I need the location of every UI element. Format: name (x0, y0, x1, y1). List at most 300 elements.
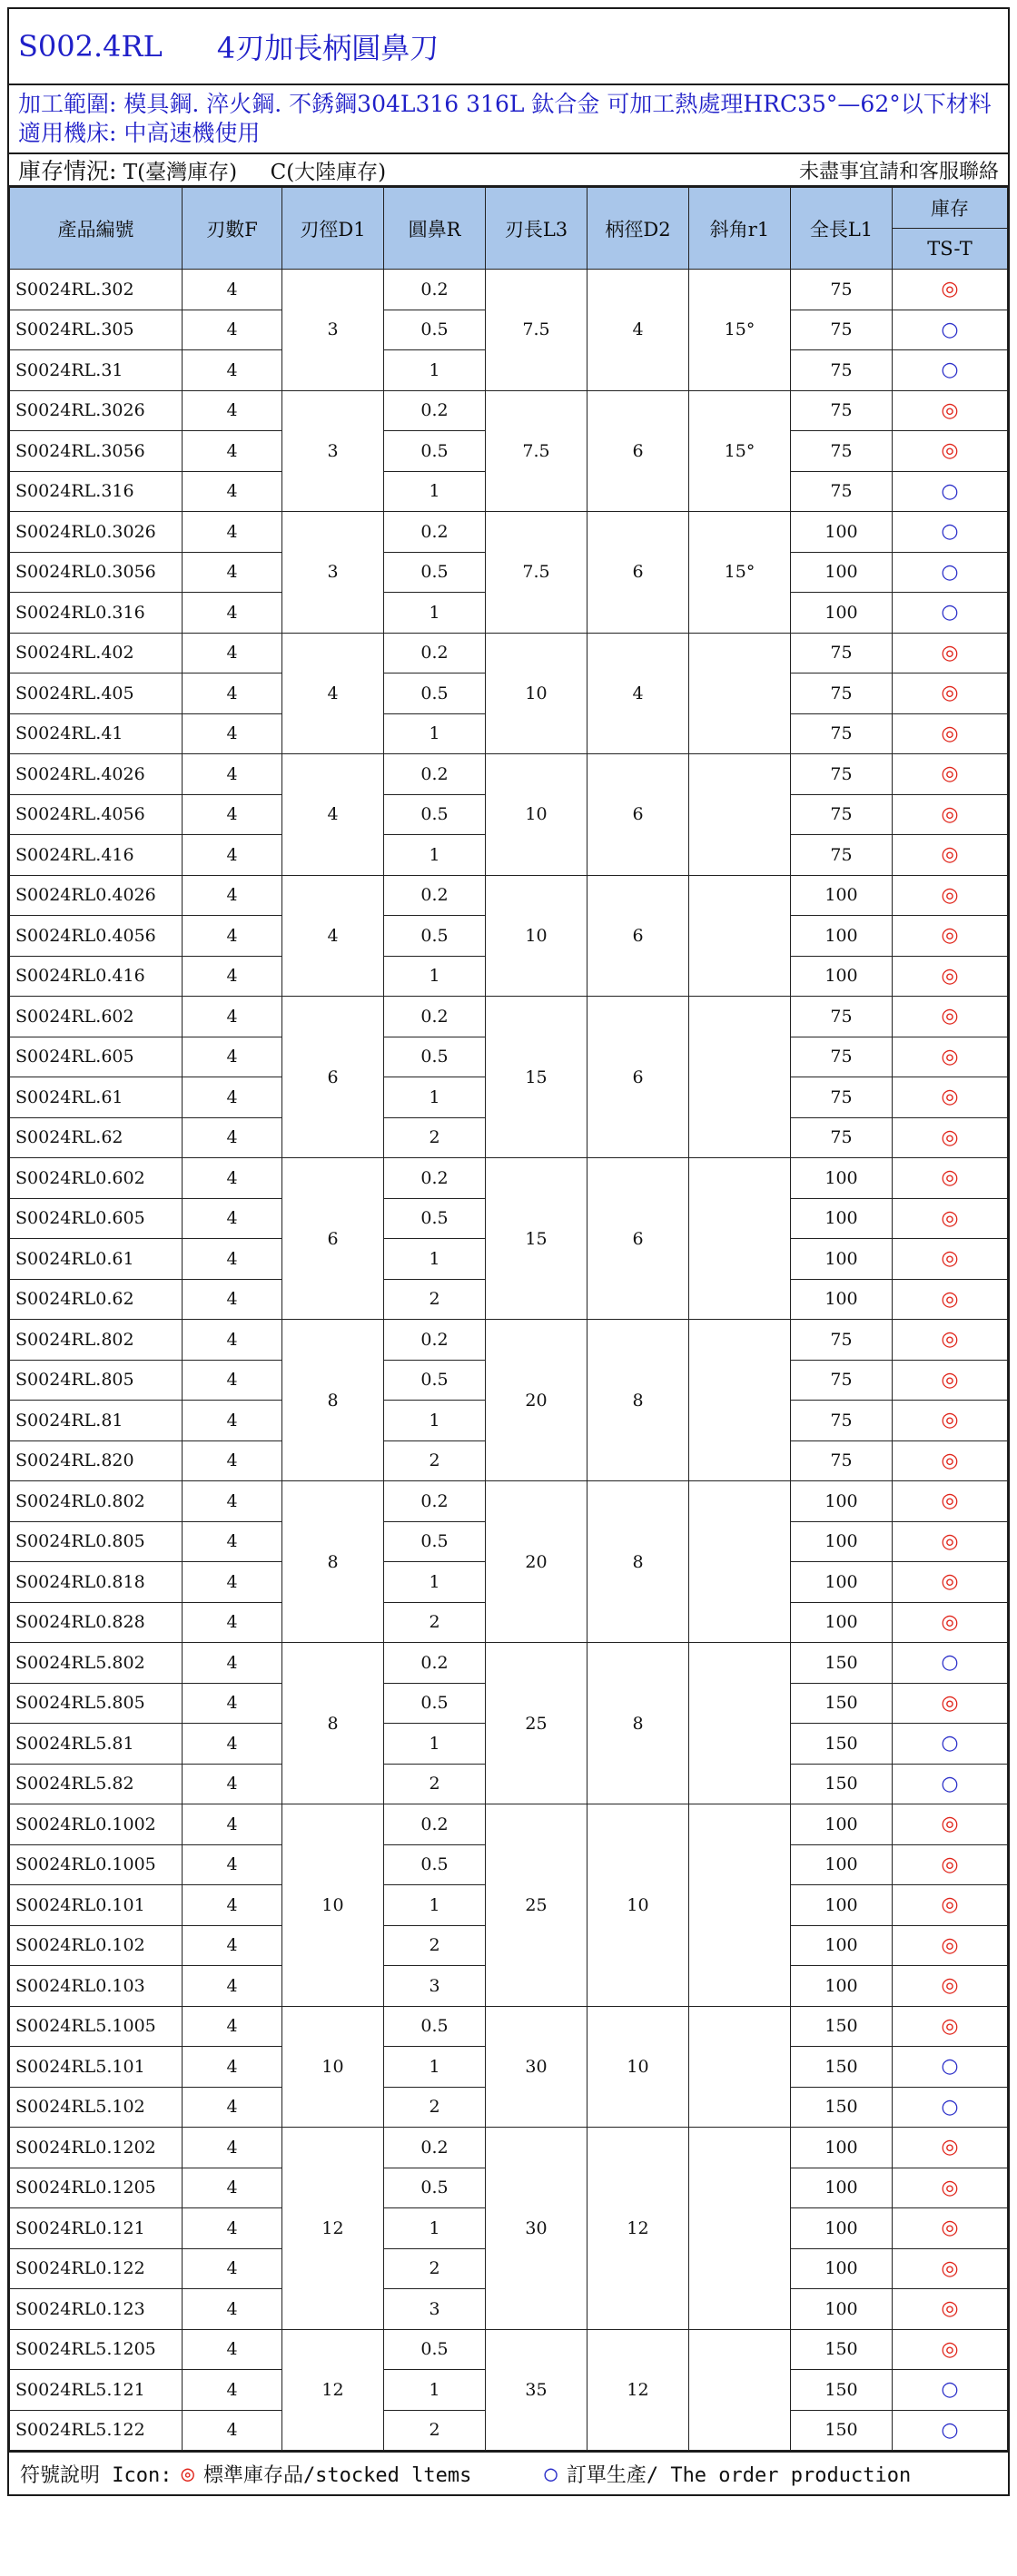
cell-r: 0.5 (384, 794, 486, 835)
cell-code: S0024RL0.103 (10, 1966, 183, 2007)
cell-angle (689, 754, 791, 876)
cell-code: S0024RL.31 (10, 350, 183, 391)
cell-flutes: 4 (183, 1966, 282, 2007)
stock-taiwan: T(臺灣庫存) (123, 161, 238, 184)
cell-stock (893, 2289, 1008, 2330)
cell-r: 0.2 (384, 1804, 486, 1845)
cell-r: 0.5 (384, 1198, 486, 1239)
double-circle-icon: ◎ (941, 2217, 959, 2240)
cell-stock (893, 1724, 1008, 1765)
cell-flutes: 4 (183, 835, 282, 876)
cell-angle (689, 1481, 791, 1643)
cell-stock (893, 997, 1008, 1037)
cell-code: S0024RL0.828 (10, 1602, 183, 1643)
cell-stock (893, 1481, 1008, 1522)
cell-code: S0024RL5.102 (10, 2087, 183, 2128)
cell-l1: 100 (791, 2248, 893, 2289)
cell-r: 0.2 (384, 1643, 486, 1684)
cell-code: S0024RL0.121 (10, 2208, 183, 2249)
double-circle-icon: ◎ (941, 843, 959, 867)
col-stock: 庫存 (893, 188, 1008, 229)
cell-r: 2 (384, 1117, 486, 1158)
cell-l1: 100 (791, 1562, 893, 1603)
cell-stock (893, 2370, 1008, 2411)
cell-d2: 4 (587, 633, 689, 754)
cell-code: S0024RL0.101 (10, 1885, 183, 1926)
table-row (10, 875, 1008, 916)
double-circle-icon: ◎ (941, 1328, 959, 1352)
cell-l1: 75 (791, 310, 893, 350)
cell-stock (893, 956, 1008, 997)
cell-code: S0024RL.405 (10, 673, 183, 714)
cell-l1: 75 (791, 1360, 893, 1401)
cell-r: 0.2 (384, 2128, 486, 2168)
cell-l1: 75 (791, 754, 893, 795)
cell-flutes: 4 (183, 512, 282, 553)
cell-l1: 75 (791, 431, 893, 472)
cell-l1: 100 (791, 1239, 893, 1280)
cell-code: S0024RL0.805 (10, 1521, 183, 1562)
cell-stock (893, 2208, 1008, 2249)
cell-stock (893, 1198, 1008, 1239)
cell-stock (893, 1360, 1008, 1401)
double-circle-icon: ◎ (941, 1610, 959, 1634)
cell-flutes: 4 (183, 1844, 282, 1885)
cell-r: 0.2 (384, 997, 486, 1037)
double-circle-icon: ◎ (941, 682, 959, 705)
cell-flutes: 4 (183, 1925, 282, 1966)
cell-d1: 3 (282, 270, 384, 391)
cell-d2: 4 (587, 270, 689, 391)
cell-code: S0024RL0.1005 (10, 1844, 183, 1885)
cell-code: S0024RL5.81 (10, 1724, 183, 1765)
cell-l1: 75 (791, 673, 893, 714)
cell-l3: 7.5 (486, 390, 587, 512)
cell-l1: 75 (791, 835, 893, 876)
cell-code: S0024RL.316 (10, 471, 183, 512)
cell-flutes: 4 (183, 2248, 282, 2289)
cell-stock (893, 1320, 1008, 1361)
cell-r: 0.5 (384, 1360, 486, 1401)
table-row (10, 997, 1008, 1037)
cell-r: 1 (384, 1885, 486, 1926)
cell-flutes: 4 (183, 270, 282, 310)
product-sheet (7, 7, 1010, 2496)
cell-stock (893, 1401, 1008, 1441)
cell-angle (689, 875, 791, 997)
cell-d1: 3 (282, 512, 384, 634)
cell-code: S0024RL0.102 (10, 1925, 183, 1966)
col-flutes: 刃數F (183, 188, 282, 270)
circle-icon: ○ (941, 601, 959, 624)
cell-stock (893, 875, 1008, 916)
double-circle-icon: ◎ (941, 1287, 959, 1311)
cell-d2: 6 (587, 754, 689, 876)
cell-flutes: 4 (183, 2370, 282, 2411)
table-row (10, 1158, 1008, 1199)
cell-l1: 150 (791, 1724, 893, 1765)
cell-stock (893, 1602, 1008, 1643)
cell-r: 0.2 (384, 512, 486, 553)
cell-code: S0024RL.402 (10, 633, 183, 673)
legend-label: 符號說明 Icon: (20, 2463, 173, 2487)
cell-angle (689, 1158, 791, 1320)
table-row (10, 1481, 1008, 1522)
cell-l1: 100 (791, 2168, 893, 2208)
cell-flutes: 4 (183, 2410, 282, 2451)
double-circle-icon: ◎ (941, 1409, 959, 1432)
table-row (10, 1320, 1008, 1361)
cell-l3: 35 (486, 2329, 587, 2451)
cell-r: 1 (384, 956, 486, 997)
double-circle-icon: ◎ (941, 762, 959, 786)
cell-code: S0024RL.4056 (10, 794, 183, 835)
cell-flutes: 4 (183, 1804, 282, 1845)
col-code: 產品編號 (10, 188, 183, 270)
cell-stock (893, 713, 1008, 754)
cell-r: 1 (384, 593, 486, 634)
col-d2: 柄徑D2 (587, 188, 689, 270)
cell-d2: 6 (587, 875, 689, 997)
double-circle-icon: ◎ (941, 1126, 959, 1149)
double-circle-icon: ◎ (941, 2136, 959, 2159)
cell-r: 3 (384, 1966, 486, 2007)
cell-d2: 8 (587, 1320, 689, 1481)
cell-l1: 150 (791, 2410, 893, 2451)
cell-l3: 25 (486, 1643, 587, 1804)
cell-angle (689, 997, 791, 1158)
circle-icon: ○ (941, 479, 959, 503)
double-circle-icon: ◎ (941, 2014, 959, 2038)
cell-stock (893, 633, 1008, 673)
cell-flutes: 4 (183, 1077, 282, 1118)
cell-stock (893, 1764, 1008, 1804)
cell-r: 1 (384, 350, 486, 391)
cell-flutes: 4 (183, 1401, 282, 1441)
cell-r: 0.2 (384, 633, 486, 673)
double-circle-icon: ◎ (181, 2461, 194, 2486)
double-circle-icon: ◎ (941, 802, 959, 826)
cell-r: 0.5 (384, 552, 486, 593)
cell-stock (893, 1804, 1008, 1845)
table-row (10, 2006, 1008, 2047)
cell-code: S0024RL0.1205 (10, 2168, 183, 2208)
cell-code: S0024RL0.416 (10, 956, 183, 997)
cell-l1: 100 (791, 916, 893, 957)
cell-r: 3 (384, 2289, 486, 2330)
cell-code: S0024RL5.122 (10, 2410, 183, 2451)
cell-stock (893, 1966, 1008, 2007)
cell-code: S0024RL.4026 (10, 754, 183, 795)
cell-d2: 8 (587, 1481, 689, 1643)
stock-label: 庫存情況: (18, 158, 117, 184)
cell-r: 1 (384, 2208, 486, 2249)
cell-flutes: 4 (183, 2168, 282, 2208)
cell-flutes: 4 (183, 552, 282, 593)
cell-r: 0.2 (384, 270, 486, 310)
cell-code: S0024RL0.1002 (10, 1804, 183, 1845)
cell-code: S0024RL5.805 (10, 1683, 183, 1724)
cell-code: S0024RL.802 (10, 1320, 183, 1361)
cell-l1: 100 (791, 512, 893, 553)
double-circle-icon: ◎ (941, 722, 959, 745)
cell-flutes: 4 (183, 713, 282, 754)
cell-d1: 3 (282, 390, 384, 512)
cell-angle (689, 2006, 791, 2128)
cell-flutes: 4 (183, 875, 282, 916)
double-circle-icon: ◎ (941, 278, 959, 301)
series-code: S002.4RL (18, 29, 163, 64)
cell-stock (893, 310, 1008, 350)
cell-l3: 7.5 (486, 512, 587, 634)
cell-stock (893, 1925, 1008, 1966)
cell-stock (893, 2128, 1008, 2168)
info-section (9, 85, 1008, 154)
cell-code: S0024RL0.605 (10, 1198, 183, 1239)
cell-l1: 150 (791, 2087, 893, 2128)
double-circle-icon: ◎ (941, 1933, 959, 1957)
cell-r: 0.5 (384, 673, 486, 714)
cell-r: 0.5 (384, 1683, 486, 1724)
cell-flutes: 4 (183, 997, 282, 1037)
cell-l1: 100 (791, 2289, 893, 2330)
cell-l1: 100 (791, 2208, 893, 2249)
cell-l1: 75 (791, 270, 893, 310)
cell-stock (893, 1521, 1008, 1562)
cell-code: S0024RL0.602 (10, 1158, 183, 1199)
cell-stock (893, 1158, 1008, 1199)
product-name: 4刃加長柄圓鼻刀 (216, 31, 439, 65)
cell-flutes: 4 (183, 794, 282, 835)
double-circle-icon: ◎ (941, 964, 959, 988)
cell-flutes: 4 (183, 471, 282, 512)
circle-icon: ○ (941, 2418, 959, 2442)
cell-r: 0.5 (384, 916, 486, 957)
cell-code: S0024RL5.802 (10, 1643, 183, 1684)
cell-stock (893, 350, 1008, 391)
cell-code: S0024RL.605 (10, 1037, 183, 1077)
cell-r: 1 (384, 835, 486, 876)
cell-flutes: 4 (183, 1320, 282, 1361)
cell-code: S0024RL0.1202 (10, 2128, 183, 2168)
cell-l1: 75 (791, 713, 893, 754)
cell-stock (893, 1279, 1008, 1320)
cell-flutes: 4 (183, 2208, 282, 2249)
cell-code: S0024RL.416 (10, 835, 183, 876)
double-circle-icon: ◎ (941, 1449, 959, 1472)
cell-stock (893, 1077, 1008, 1118)
cell-d2: 6 (587, 512, 689, 634)
contact-note: 未盡事宜請和客服聯絡 (798, 160, 999, 183)
cell-l1: 75 (791, 633, 893, 673)
product-table (9, 187, 1008, 2451)
cell-stock (893, 2248, 1008, 2289)
cell-l1: 75 (791, 471, 893, 512)
cell-flutes: 4 (183, 1562, 282, 1603)
double-circle-icon: ◎ (941, 1166, 959, 1190)
double-circle-icon: ◎ (941, 2297, 959, 2321)
cell-flutes: 4 (183, 1521, 282, 1562)
cell-flutes: 4 (183, 2087, 282, 2128)
cell-flutes: 4 (183, 2128, 282, 2168)
double-circle-icon: ◎ (941, 1813, 959, 1836)
cell-flutes: 4 (183, 916, 282, 957)
cell-code: S0024RL.3056 (10, 431, 183, 472)
table-row (10, 2329, 1008, 2370)
table-row (10, 1804, 1008, 1845)
cell-stock (893, 270, 1008, 310)
cell-l3: 30 (486, 2006, 587, 2128)
cell-l3: 7.5 (486, 270, 587, 391)
cell-r: 2 (384, 2248, 486, 2289)
cell-d1: 4 (282, 754, 384, 876)
cell-l1: 150 (791, 2370, 893, 2411)
circle-icon: ○ (941, 560, 959, 584)
double-circle-icon: ◎ (941, 2176, 959, 2199)
cell-d2: 6 (587, 1158, 689, 1320)
double-circle-icon: ◎ (941, 1045, 959, 1068)
cell-l3: 15 (486, 997, 587, 1158)
cell-l1: 75 (791, 350, 893, 391)
double-circle-icon: ◎ (941, 1691, 959, 1715)
cell-code: S0024RL0.3026 (10, 512, 183, 553)
cell-l1: 150 (791, 1764, 893, 1804)
cell-flutes: 4 (183, 754, 282, 795)
double-circle-icon: ◎ (941, 924, 959, 948)
cell-angle (689, 1320, 791, 1481)
cell-r: 0.2 (384, 875, 486, 916)
cell-l1: 100 (791, 1804, 893, 1845)
cell-r: 0.5 (384, 2168, 486, 2208)
cell-r: 0.2 (384, 1320, 486, 1361)
cell-flutes: 4 (183, 2006, 282, 2047)
cell-code: S0024RL5.1005 (10, 2006, 183, 2047)
circle-icon: ○ (941, 318, 959, 341)
cell-code: S0024RL.302 (10, 270, 183, 310)
circle-icon: ○ (941, 1732, 959, 1755)
cell-r: 2 (384, 1440, 486, 1481)
legend-order: 訂單生產/ The order production (566, 2463, 912, 2487)
cell-flutes: 4 (183, 1724, 282, 1765)
circle-icon: ○ (941, 359, 959, 382)
double-circle-icon: ◎ (941, 1005, 959, 1028)
cell-flutes: 4 (183, 1117, 282, 1158)
cell-r: 1 (384, 1724, 486, 1765)
cell-code: S0024RL0.61 (10, 1239, 183, 1280)
cell-l1: 100 (791, 875, 893, 916)
legend-stocked: 標準庫存品/stocked ltems (202, 2463, 472, 2487)
cell-stock (893, 2006, 1008, 2047)
col-angle: 斜角r1 (689, 188, 791, 270)
col-stock-sub: TS-T (893, 229, 1008, 270)
double-circle-icon: ◎ (941, 398, 959, 422)
double-circle-icon: ◎ (941, 1206, 959, 1230)
cell-l3: 15 (486, 1158, 587, 1320)
double-circle-icon: ◎ (941, 1570, 959, 1594)
cell-r: 1 (384, 2370, 486, 2411)
cell-code: S0024RL.602 (10, 997, 183, 1037)
double-circle-icon: ◎ (941, 1368, 959, 1391)
cell-l3: 20 (486, 1481, 587, 1643)
double-circle-icon: ◎ (941, 1247, 959, 1271)
double-circle-icon: ◎ (941, 439, 959, 463)
table-row (10, 1643, 1008, 1684)
cell-r: 1 (384, 1401, 486, 1441)
table-row (10, 512, 1008, 553)
col-r: 圓鼻R (384, 188, 486, 270)
cell-r: 0.2 (384, 754, 486, 795)
cell-l1: 75 (791, 794, 893, 835)
cell-angle: 15° (689, 390, 791, 512)
cell-flutes: 4 (183, 1885, 282, 1926)
cell-flutes: 4 (183, 1683, 282, 1724)
cell-flutes: 4 (183, 1481, 282, 1522)
cell-flutes: 4 (183, 633, 282, 673)
cell-r: 0.5 (384, 2006, 486, 2047)
cell-stock (893, 794, 1008, 835)
cell-r: 0.5 (384, 1844, 486, 1885)
cell-flutes: 4 (183, 673, 282, 714)
cell-code: S0024RL5.121 (10, 2370, 183, 2411)
cell-l3: 10 (486, 633, 587, 754)
cell-flutes: 4 (183, 390, 282, 431)
cell-code: S0024RL.61 (10, 1077, 183, 1118)
cell-r: 2 (384, 1279, 486, 1320)
cell-r: 0.2 (384, 1158, 486, 1199)
cell-code: S0024RL5.1205 (10, 2329, 183, 2370)
cell-d1: 4 (282, 875, 384, 997)
cell-stock (893, 593, 1008, 634)
table-row (10, 390, 1008, 431)
cell-l1: 75 (791, 1440, 893, 1481)
title-bar (9, 9, 1008, 85)
cell-r: 1 (384, 1077, 486, 1118)
cell-stock (893, 471, 1008, 512)
cell-stock (893, 512, 1008, 553)
cell-code: S0024RL0.818 (10, 1562, 183, 1603)
cell-l1: 75 (791, 390, 893, 431)
cell-d1: 6 (282, 1158, 384, 1320)
cell-l1: 100 (791, 1279, 893, 1320)
cell-d1: 8 (282, 1320, 384, 1481)
cell-stock (893, 1562, 1008, 1603)
cell-r: 1 (384, 1239, 486, 1280)
cell-l1: 100 (791, 1481, 893, 1522)
cell-code: S0024RL.305 (10, 310, 183, 350)
cell-l1: 150 (791, 1643, 893, 1684)
cell-stock (893, 1844, 1008, 1885)
cell-l1: 75 (791, 1401, 893, 1441)
cell-l3: 30 (486, 2128, 587, 2330)
cell-l3: 25 (486, 1804, 587, 2007)
cell-flutes: 4 (183, 1279, 282, 1320)
cell-flutes: 4 (183, 1643, 282, 1684)
cell-r: 1 (384, 713, 486, 754)
cell-stock (893, 835, 1008, 876)
cell-r: 2 (384, 1602, 486, 1643)
cell-flutes: 4 (183, 1764, 282, 1804)
cell-angle: 15° (689, 512, 791, 634)
cell-l1: 100 (791, 2128, 893, 2168)
cell-stock (893, 1239, 1008, 1280)
cell-flutes: 4 (183, 2047, 282, 2088)
col-l1: 全長L1 (791, 188, 893, 270)
cell-code: S0024RL5.82 (10, 1764, 183, 1804)
cell-d1: 4 (282, 633, 384, 754)
cell-r: 1 (384, 471, 486, 512)
cell-l1: 100 (791, 1602, 893, 1643)
circle-icon: ○ (941, 1651, 959, 1675)
